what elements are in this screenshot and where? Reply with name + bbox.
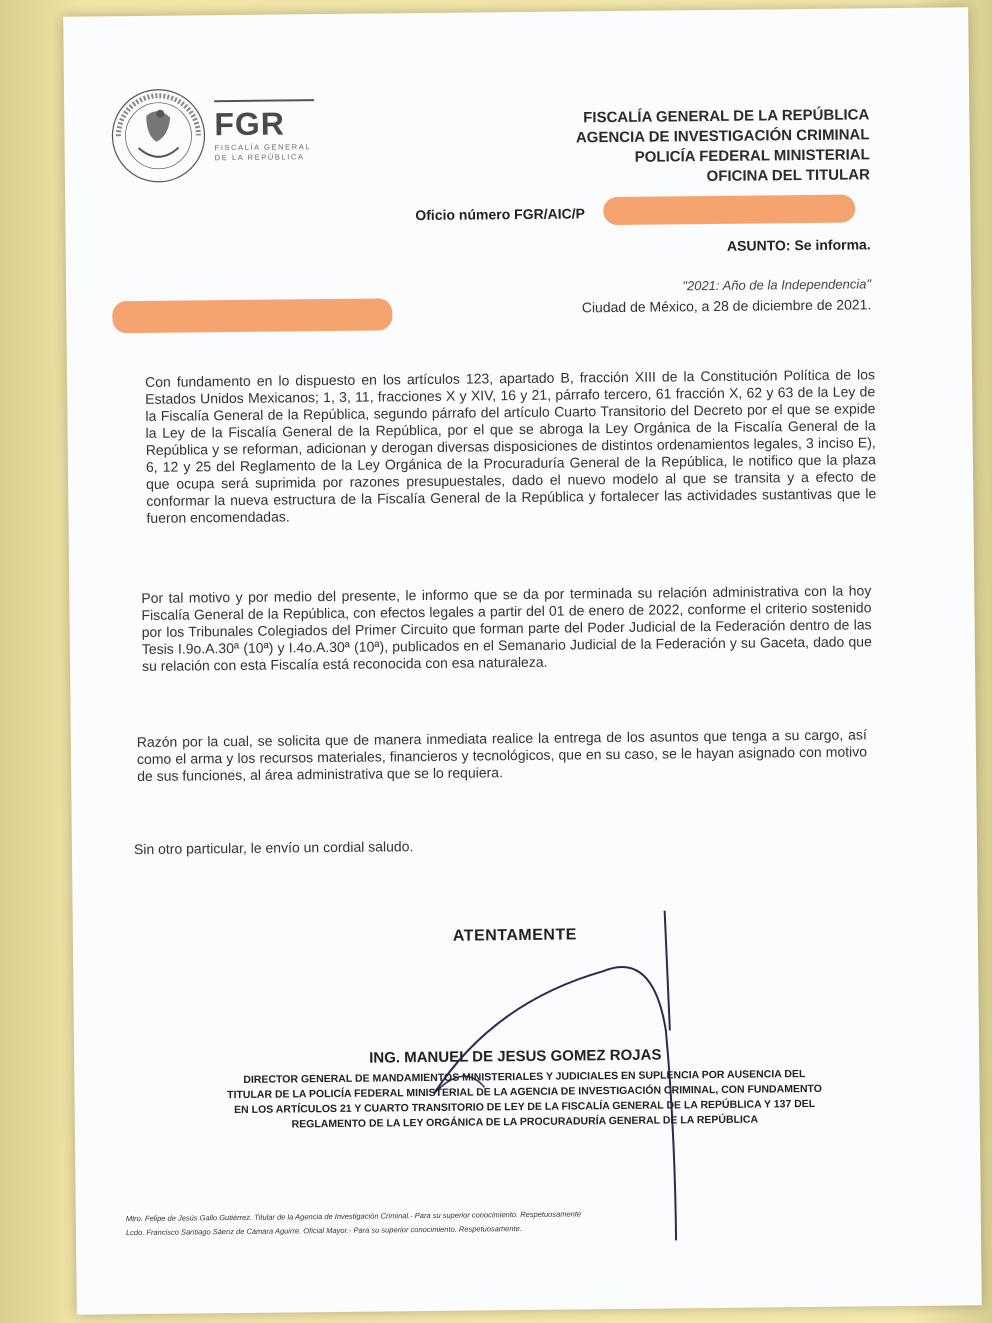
body-paragraph-2: Por tal motivo y por medio del presente, le informo que se da por terminada su relación administrativa con la hoy Fiscalía General de la República, con efectos legales a partir del 01 de enero de 2022, conforme el criterio sostenido por los Tribunales Colegiados del Primer Circuito que forman parte del Poder Judicial de la Federación dentro de las Tesis I.9o.A.30ª (10ª) y I.4o.A.30ª (10ª), publicados en el Semanario Judicial de la Federación y su Gaceta, dado que su relación con esta Fiscalía está reconocida con esa naturaleza. xyxy=(141,582,872,674)
closing-greeting: Sin otro particular, le envío un cordial saludo. xyxy=(133,838,414,858)
asunto-line: ASUNTO: Se informa. xyxy=(726,236,871,254)
header-line-2: AGENCIA DE INVESTIGACIÓN CRIMINAL xyxy=(575,126,870,147)
logo-subtitle-1: FISCALÍA GENERAL xyxy=(214,142,312,153)
header-line-4: OFICINA DEL TITULAR xyxy=(706,166,871,186)
signer-title: DIRECTOR GENERAL DE MANDAMIENTOS MINISTERIALES Y JUDICIALES EN SUPLENCIA POR AUSENCIA DEL TITULAR DE LA POLICÍA FEDERAL MINISTERIAL DE LA AGENCIA DE INVESTIGACIÓN CRIMINAL, CON FUNDAMENTO EN LOS ARTÍCULOS 21 Y CUARTO TRANSITORIO DE LEY DE LA FISCALÍA GENERAL DE LA REPÚBLICA Y 137 DEL REGLAMENTO DE LA LEY ORGÁNICA DE LA PROCURADURÍA GENERAL DE LA REPÚBLICA xyxy=(227,1068,822,1131)
ccp-line-2: Lcdo. Francisco Santiago Sáenz de Cámara Aguirre. Oficial Mayor.- Para su superior conocimiento. Respetuosamente. xyxy=(125,1224,522,1238)
letter-page xyxy=(63,7,982,1314)
fgr-logo xyxy=(214,99,325,163)
national-seal-icon xyxy=(108,85,209,186)
ccp-line-1: Mtro. Felipe de Jesús Gallo Gutiérrez. Titular de la Agencia de Investigación Criminal.- Para su superior conocimiento. Respetuosamente xyxy=(125,1209,582,1224)
header-line-3: POLICÍA FEDERAL MINISTERIAL xyxy=(634,146,870,166)
redaction-oficio xyxy=(603,194,855,225)
redaction-recipient xyxy=(112,298,392,333)
logo-rule xyxy=(214,99,314,102)
year-motto: "2021: Año de la Independencia" xyxy=(682,276,872,294)
logo-subtitle-2: DE LA REPÚBLICA xyxy=(214,152,305,163)
date-line: Ciudad de México, a 28 de diciembre de 2021. xyxy=(581,296,872,316)
logo-text: FGR xyxy=(214,105,286,143)
atentamente-heading: ATENTAMENTE xyxy=(452,926,577,945)
body-paragraph-3: Razón por la cual, se solicita que de manera inmediata realice la entrega de los asuntos que tenga a su cargo, así como el arma y los recursos materiales, financieros y tecnológicos, que en su caso, se le hayan asignado con motivo de sus funciones, al área administrativa que se lo requiera. xyxy=(136,726,868,785)
institution-header xyxy=(576,105,870,188)
oficio-number: Oficio número FGR/AIC/P xyxy=(415,205,585,224)
body-paragraph-1: Con fundamento en lo dispuesto en los artículos 123, apartado B, fracción XIII de la Constitución Política de los Estados Unidos Mexicanos; 1, 3, 11, fracciones X y XIV, 16 y 21, párrafo tercero, 61 fracción X, 62 y 63 de la Ley de la Fiscalía General de la República, segundo párrafo del artículo Cuarto Transitorio del Decreto por el que se expide la Ley de la Fiscalía General de la República, por el que se abroga la Ley Orgánica de la Fiscalía General de la República y se reforman, adicionan y derogan diversas disposiciones de distintos ordenamientos legales, 3 inciso E), 6, 12 y 25 del Reglamento de la Ley Orgánica de la Procuraduría General de la República, le notifico que la plaza que ocupa será suprimida por razones presupuestales, dado el nuevo modelo al que se transita y a efecto de conformar la nueva estructura de la Fiscalía General de la República y fortalecer las actividades sustantivas que le fueron encomendadas. xyxy=(144,366,877,526)
signer-name: ING. MANUEL DE JESUS GOMEZ ROJAS xyxy=(369,1046,662,1067)
header-line-1: FISCALÍA GENERAL DE LA REPÚBLICA xyxy=(583,106,870,127)
